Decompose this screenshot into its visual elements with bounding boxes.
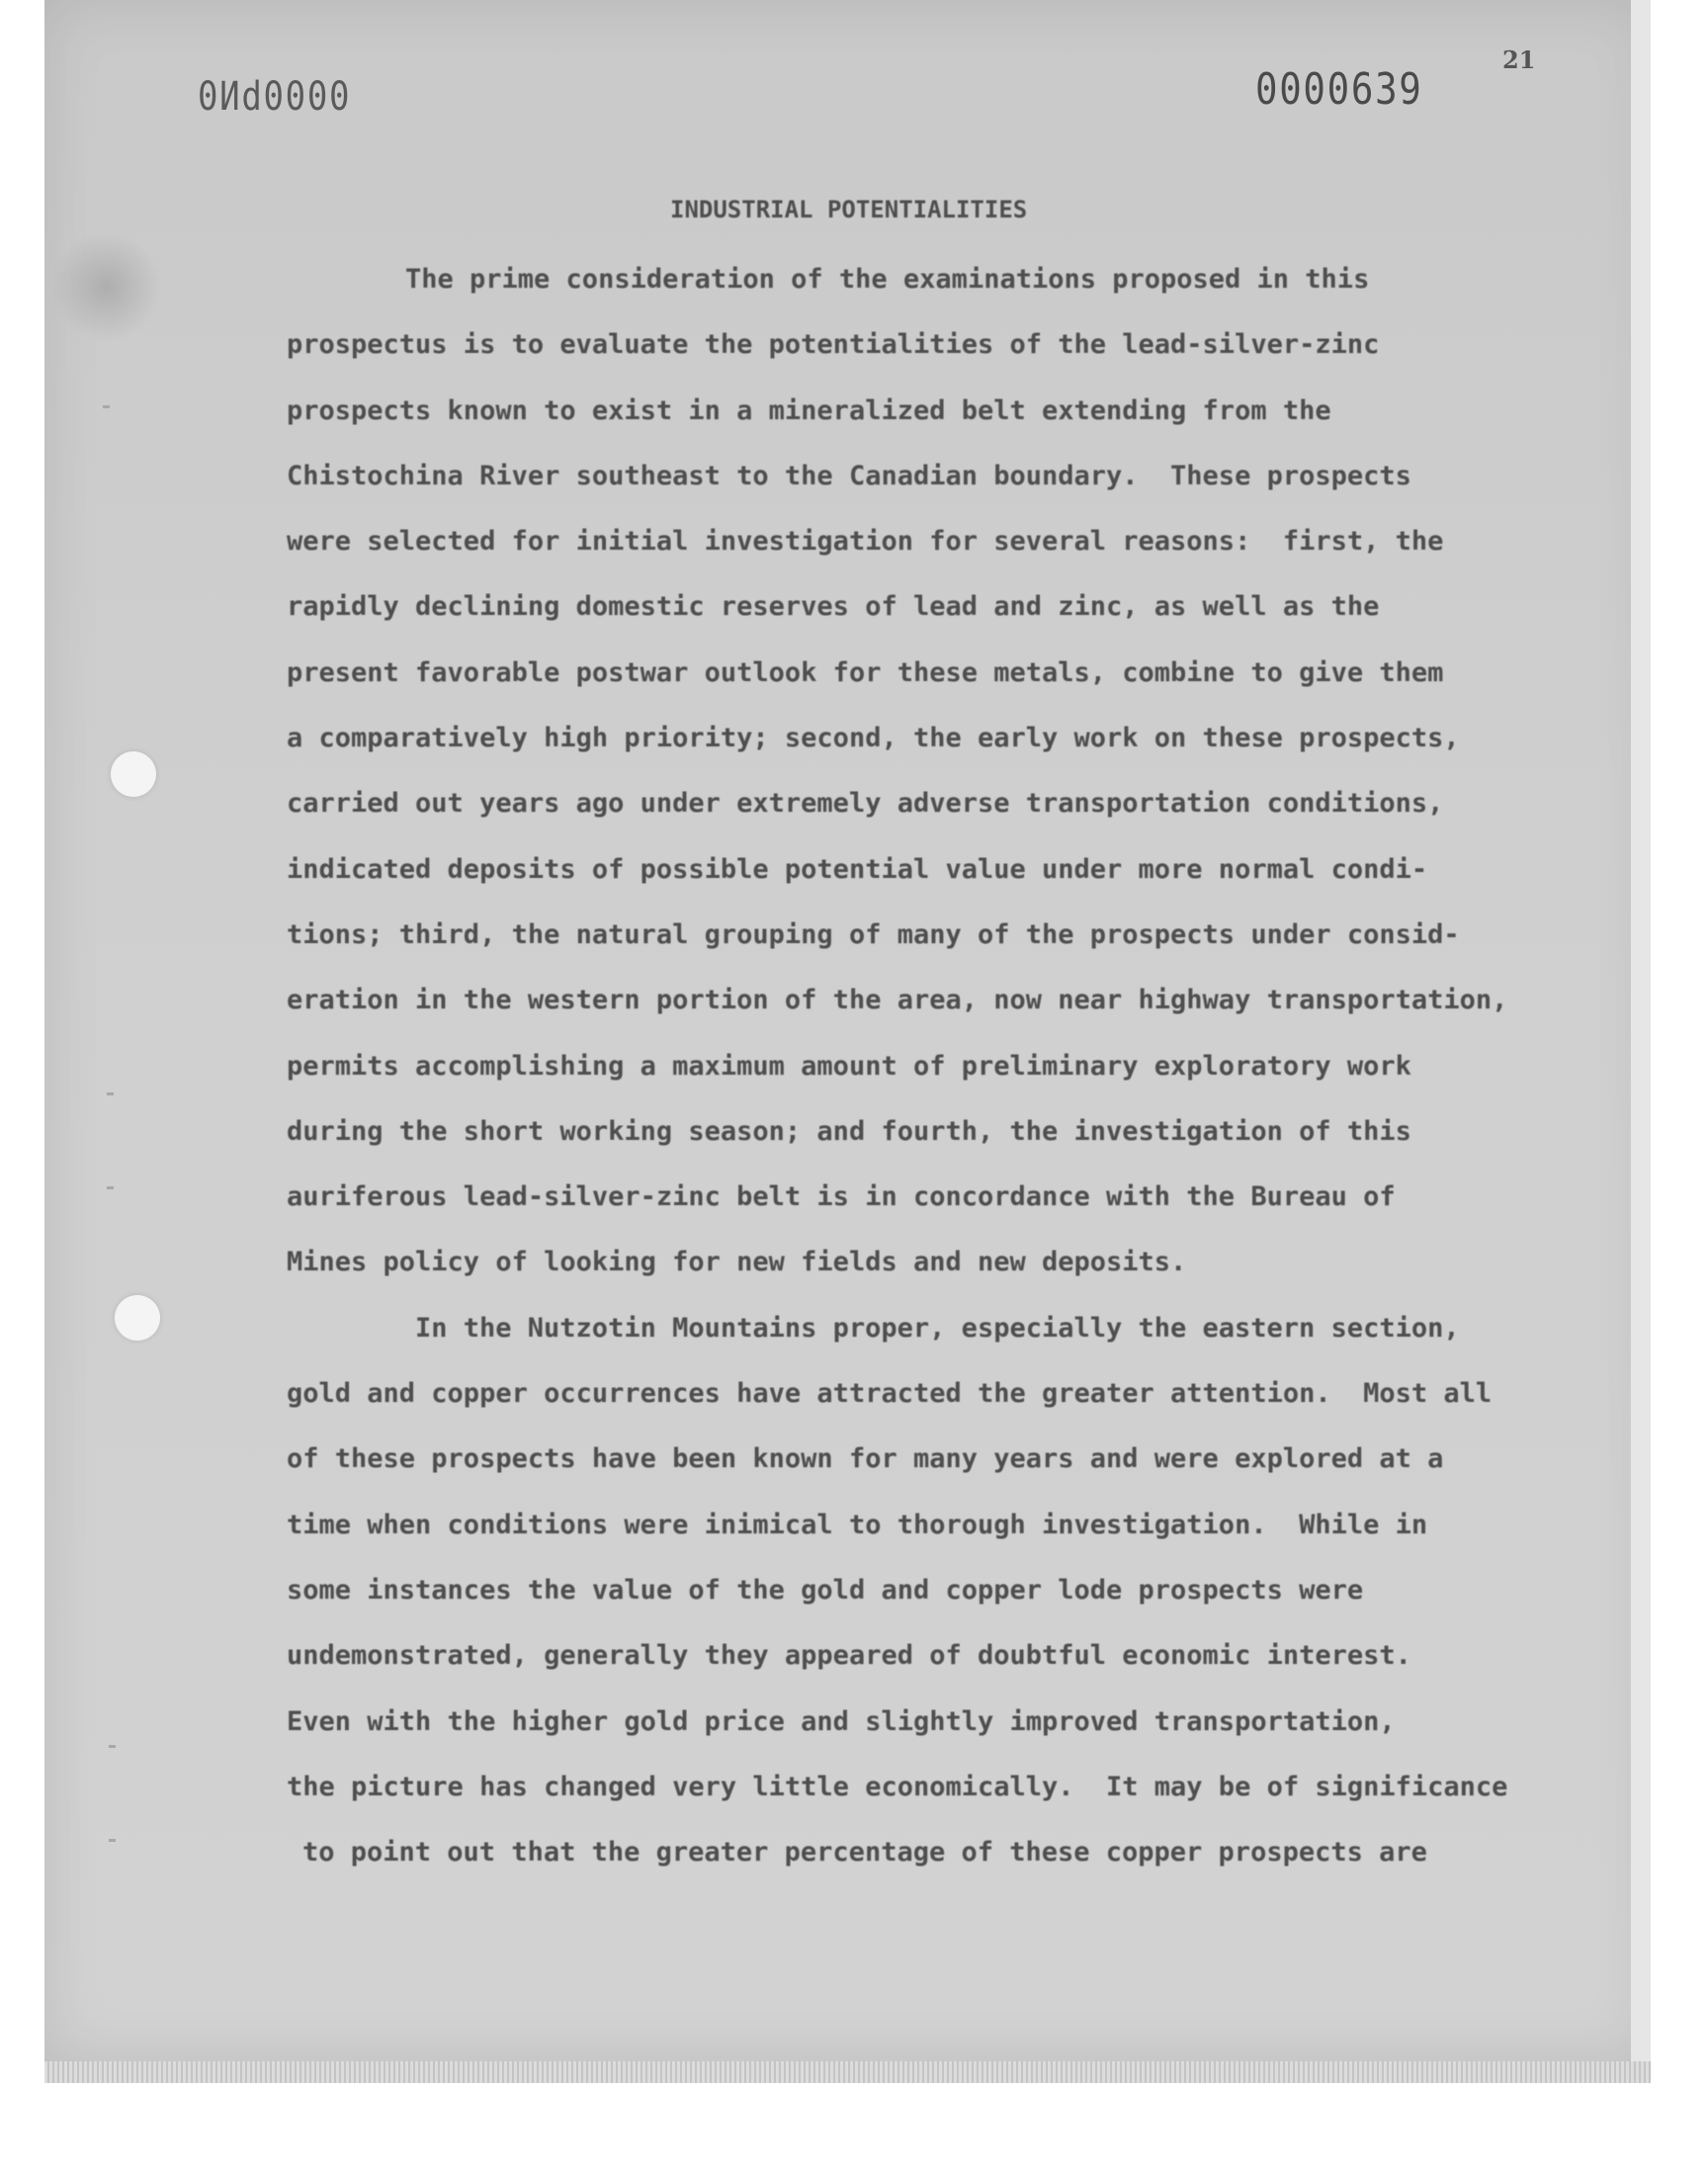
text-line: eration in the western portion of the area, now near highway transportation,	[287, 985, 1508, 1016]
text-line: Even with the higher gold price and slightly improved transportation,	[287, 1705, 1396, 1737]
text-line: a comparatively high priority; second, the early work on these prospects,	[287, 723, 1460, 754]
text-line: tions; third, the natural grouping of many of the prospects under consid-	[287, 918, 1460, 950]
text-line: were selected for initial investigation for several reasons: first, the	[287, 526, 1444, 558]
text-line: to point out that the greater percentage of these copper prospects are	[302, 1837, 1427, 1869]
text-line: undemonstrated, generally they appeared of doubtful economic interest.	[287, 1640, 1411, 1672]
scan-artifact-band	[44, 2061, 1651, 2083]
text-line: time when conditions were inimical to thorough investigation. While in	[287, 1509, 1428, 1540]
text-line: some instances the value of the gold and copper lode prospects were	[287, 1574, 1364, 1606]
text-line: prospectus is to evaluate the potentialities of the lead-silver-zinc	[287, 329, 1380, 361]
punch-hole-lower	[115, 1295, 160, 1341]
stamp-number-right: 0000639	[1255, 64, 1423, 115]
text-line: In the Nutzotin Mountains proper, especially the eastern section,	[415, 1312, 1460, 1344]
margin-mark	[103, 405, 110, 408]
page-number: 21	[1502, 45, 1536, 74]
text-line: prospects known to exist in a mineralized belt extending from the	[287, 394, 1331, 426]
text-line: of these prospects have been known for many years and were explored at a	[287, 1443, 1444, 1475]
smudge-mark	[49, 232, 163, 341]
margin-mark	[109, 1745, 116, 1748]
text-line: The prime consideration of the examinations proposed in this	[405, 264, 1370, 295]
document-title: INDUSTRIAL POTENTIALITIES	[670, 196, 1028, 223]
stamp-number-left: 0Иd0000	[198, 74, 352, 120]
margin-mark	[109, 1839, 116, 1842]
text-line: Chistochina River southeast to the Canadian boundary. These prospects	[287, 460, 1411, 491]
sheet-edge	[1631, 0, 1651, 2076]
text-line: during the short working season; and fourth, the investigation of this	[287, 1115, 1411, 1147]
text-line: carried out years ago under extremely adverse transportation conditions,	[287, 788, 1444, 820]
text-line: the picture has changed very little economically. It may be of significance	[287, 1771, 1508, 1802]
text-line: rapidly declining domestic reserves of lead and zinc, as well as the	[287, 591, 1380, 623]
text-line: present favorable postwar outlook for these metals, combine to give them	[287, 656, 1444, 688]
margin-mark	[107, 1186, 114, 1189]
text-line: gold and copper occurrences have attracted the greater attention. Most all	[287, 1378, 1493, 1410]
text-line: Mines policy of looking for new fields and new deposits.	[287, 1247, 1187, 1278]
margin-mark	[107, 1092, 114, 1095]
document-body	[287, 260, 1572, 1898]
text-line: indicated deposits of possible potential value under more normal condi-	[287, 853, 1428, 885]
text-line: permits accomplishing a maximum amount of preliminary exploratory work	[287, 1050, 1411, 1082]
text-line: auriferous lead-silver-zinc belt is in concordance with the Bureau of	[287, 1181, 1396, 1213]
punch-hole-upper	[111, 751, 156, 797]
